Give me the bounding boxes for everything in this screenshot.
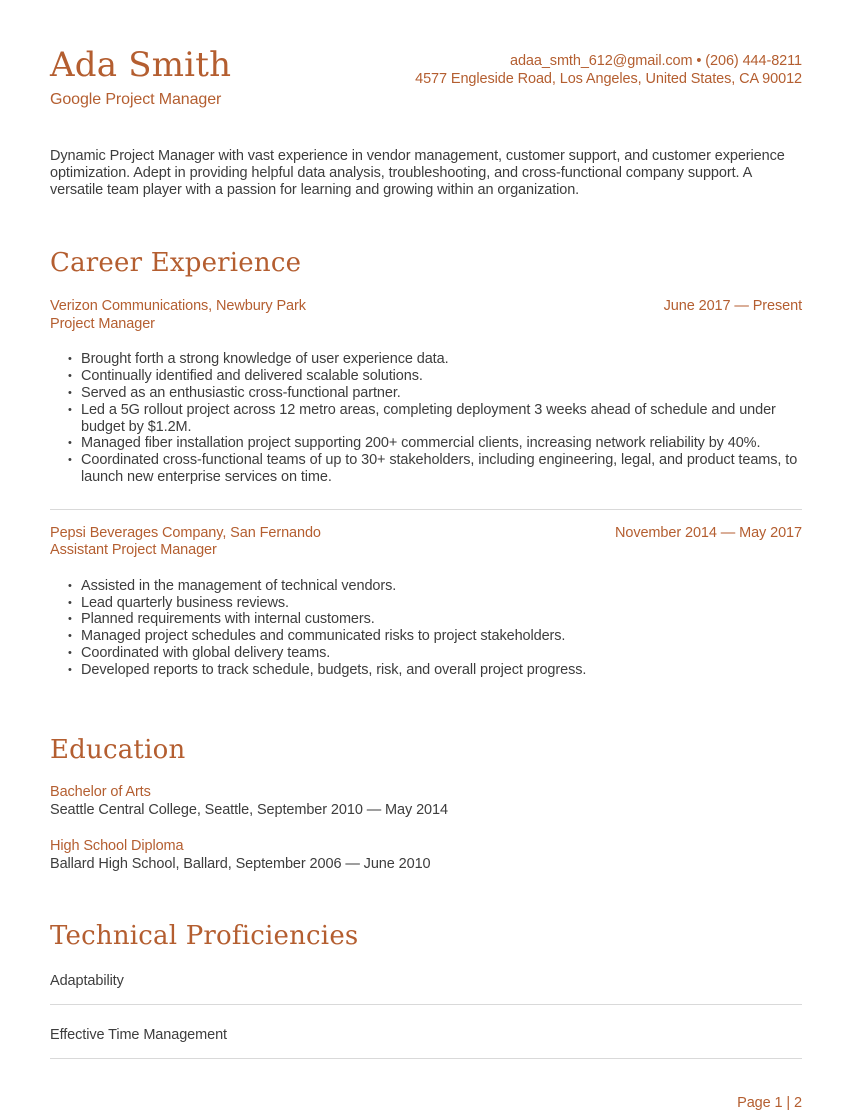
contact-address: 4577 Engleside Road, Los Angeles, United States, CA 90012 (415, 71, 802, 87)
section-heading-education: Education (50, 734, 186, 765)
job-role: Project Manager (50, 315, 155, 332)
education-details: Seattle Central College, Seattle, September 2010 — May 2014 (50, 801, 448, 818)
company-name: Verizon Communications, Newbury Park (50, 298, 306, 315)
section-heading-career: Career Experience (50, 248, 302, 279)
page-indicator: Page 1 | 2 (737, 1094, 802, 1111)
bullet-item: • Coordinated with global delivery teams. (68, 645, 802, 662)
bullet-item: • Led a 5G rollout project across 12 metro areas, completing deployment 3 weeks ahead of schedule and under budget by $1.2M. (68, 402, 802, 436)
skill-row (50, 951, 802, 1005)
header (50, 46, 802, 110)
contact-email-phone: adaa_smth_612@gmail.com • (206) 444-8211 (509, 53, 802, 69)
bullet-item: • Brought forth a strong knowledge of user experience data. (68, 351, 802, 368)
bullet-item: • Assisted in the management of technical vendors. (68, 578, 802, 595)
skill-row (50, 1005, 802, 1059)
job-head-left (50, 298, 306, 333)
contact-block (415, 52, 802, 88)
candidate-job-title: Google Project Manager (50, 91, 222, 108)
job-entry-pepsi (50, 525, 802, 679)
job-bullet-list (50, 351, 802, 485)
job-entry-verizon (50, 298, 802, 485)
education-details: Ballard High School, Ballard, September 2006 — June 2010 (50, 855, 431, 872)
job-head (50, 298, 802, 333)
bullet-item: • Coordinated cross-functional teams of up to 30+ stakeholders, including engineering, legal, and product teams, to launch new enterprise services on time. (68, 452, 802, 486)
skill-item: Effective Time Management (50, 1026, 227, 1043)
bullet-item: • Managed project schedules and communicated risks to project stakeholders. (68, 628, 802, 645)
bullet-item: • Developed reports to track schedule, budgets, risk, and overall project progress. (68, 662, 802, 679)
bullet-item: • Lead quarterly business reviews. (68, 595, 802, 612)
skill-divider (50, 1058, 802, 1059)
job-head-left (50, 525, 321, 560)
education-entry (50, 838, 802, 873)
summary-text: Dynamic Project Manager with vast experience in vendor management, customer support, and customer experience optimization. Adept in providing helpful data analysis, troubleshooting, and cross-functional company support. A versatile team player with a passion for learning and growing within an organization. (50, 148, 785, 198)
job-bullet-list (50, 578, 802, 679)
degree-name: Bachelor of Arts (50, 783, 151, 800)
job-dates: June 2017 — Present (663, 298, 802, 315)
job-dates: November 2014 — May 2017 (614, 524, 802, 541)
bullet-item: • Continually identified and delivered scalable solutions. (68, 368, 802, 385)
section-heading-skills: Technical Proficiencies (50, 920, 359, 951)
job-head (50, 525, 802, 560)
divider (50, 509, 802, 510)
bullet-item: • Managed fiber installation project supporting 200+ commercial clients, increasing network reliability by 40%. (68, 435, 802, 452)
company-name: Pepsi Beverages Company, San Fernando (50, 524, 321, 541)
bullet-item: • Served as an enthusiastic cross-functional partner. (68, 385, 802, 402)
header-left (50, 46, 231, 110)
education-entry (50, 784, 802, 819)
bullet-item: • Planned requirements with internal customers. (68, 611, 802, 628)
job-role: Assistant Project Manager (50, 542, 217, 559)
degree-name: High School Diploma (50, 837, 184, 854)
candidate-name: Ada Smith (50, 45, 232, 85)
skill-item: Adaptability (50, 972, 124, 989)
